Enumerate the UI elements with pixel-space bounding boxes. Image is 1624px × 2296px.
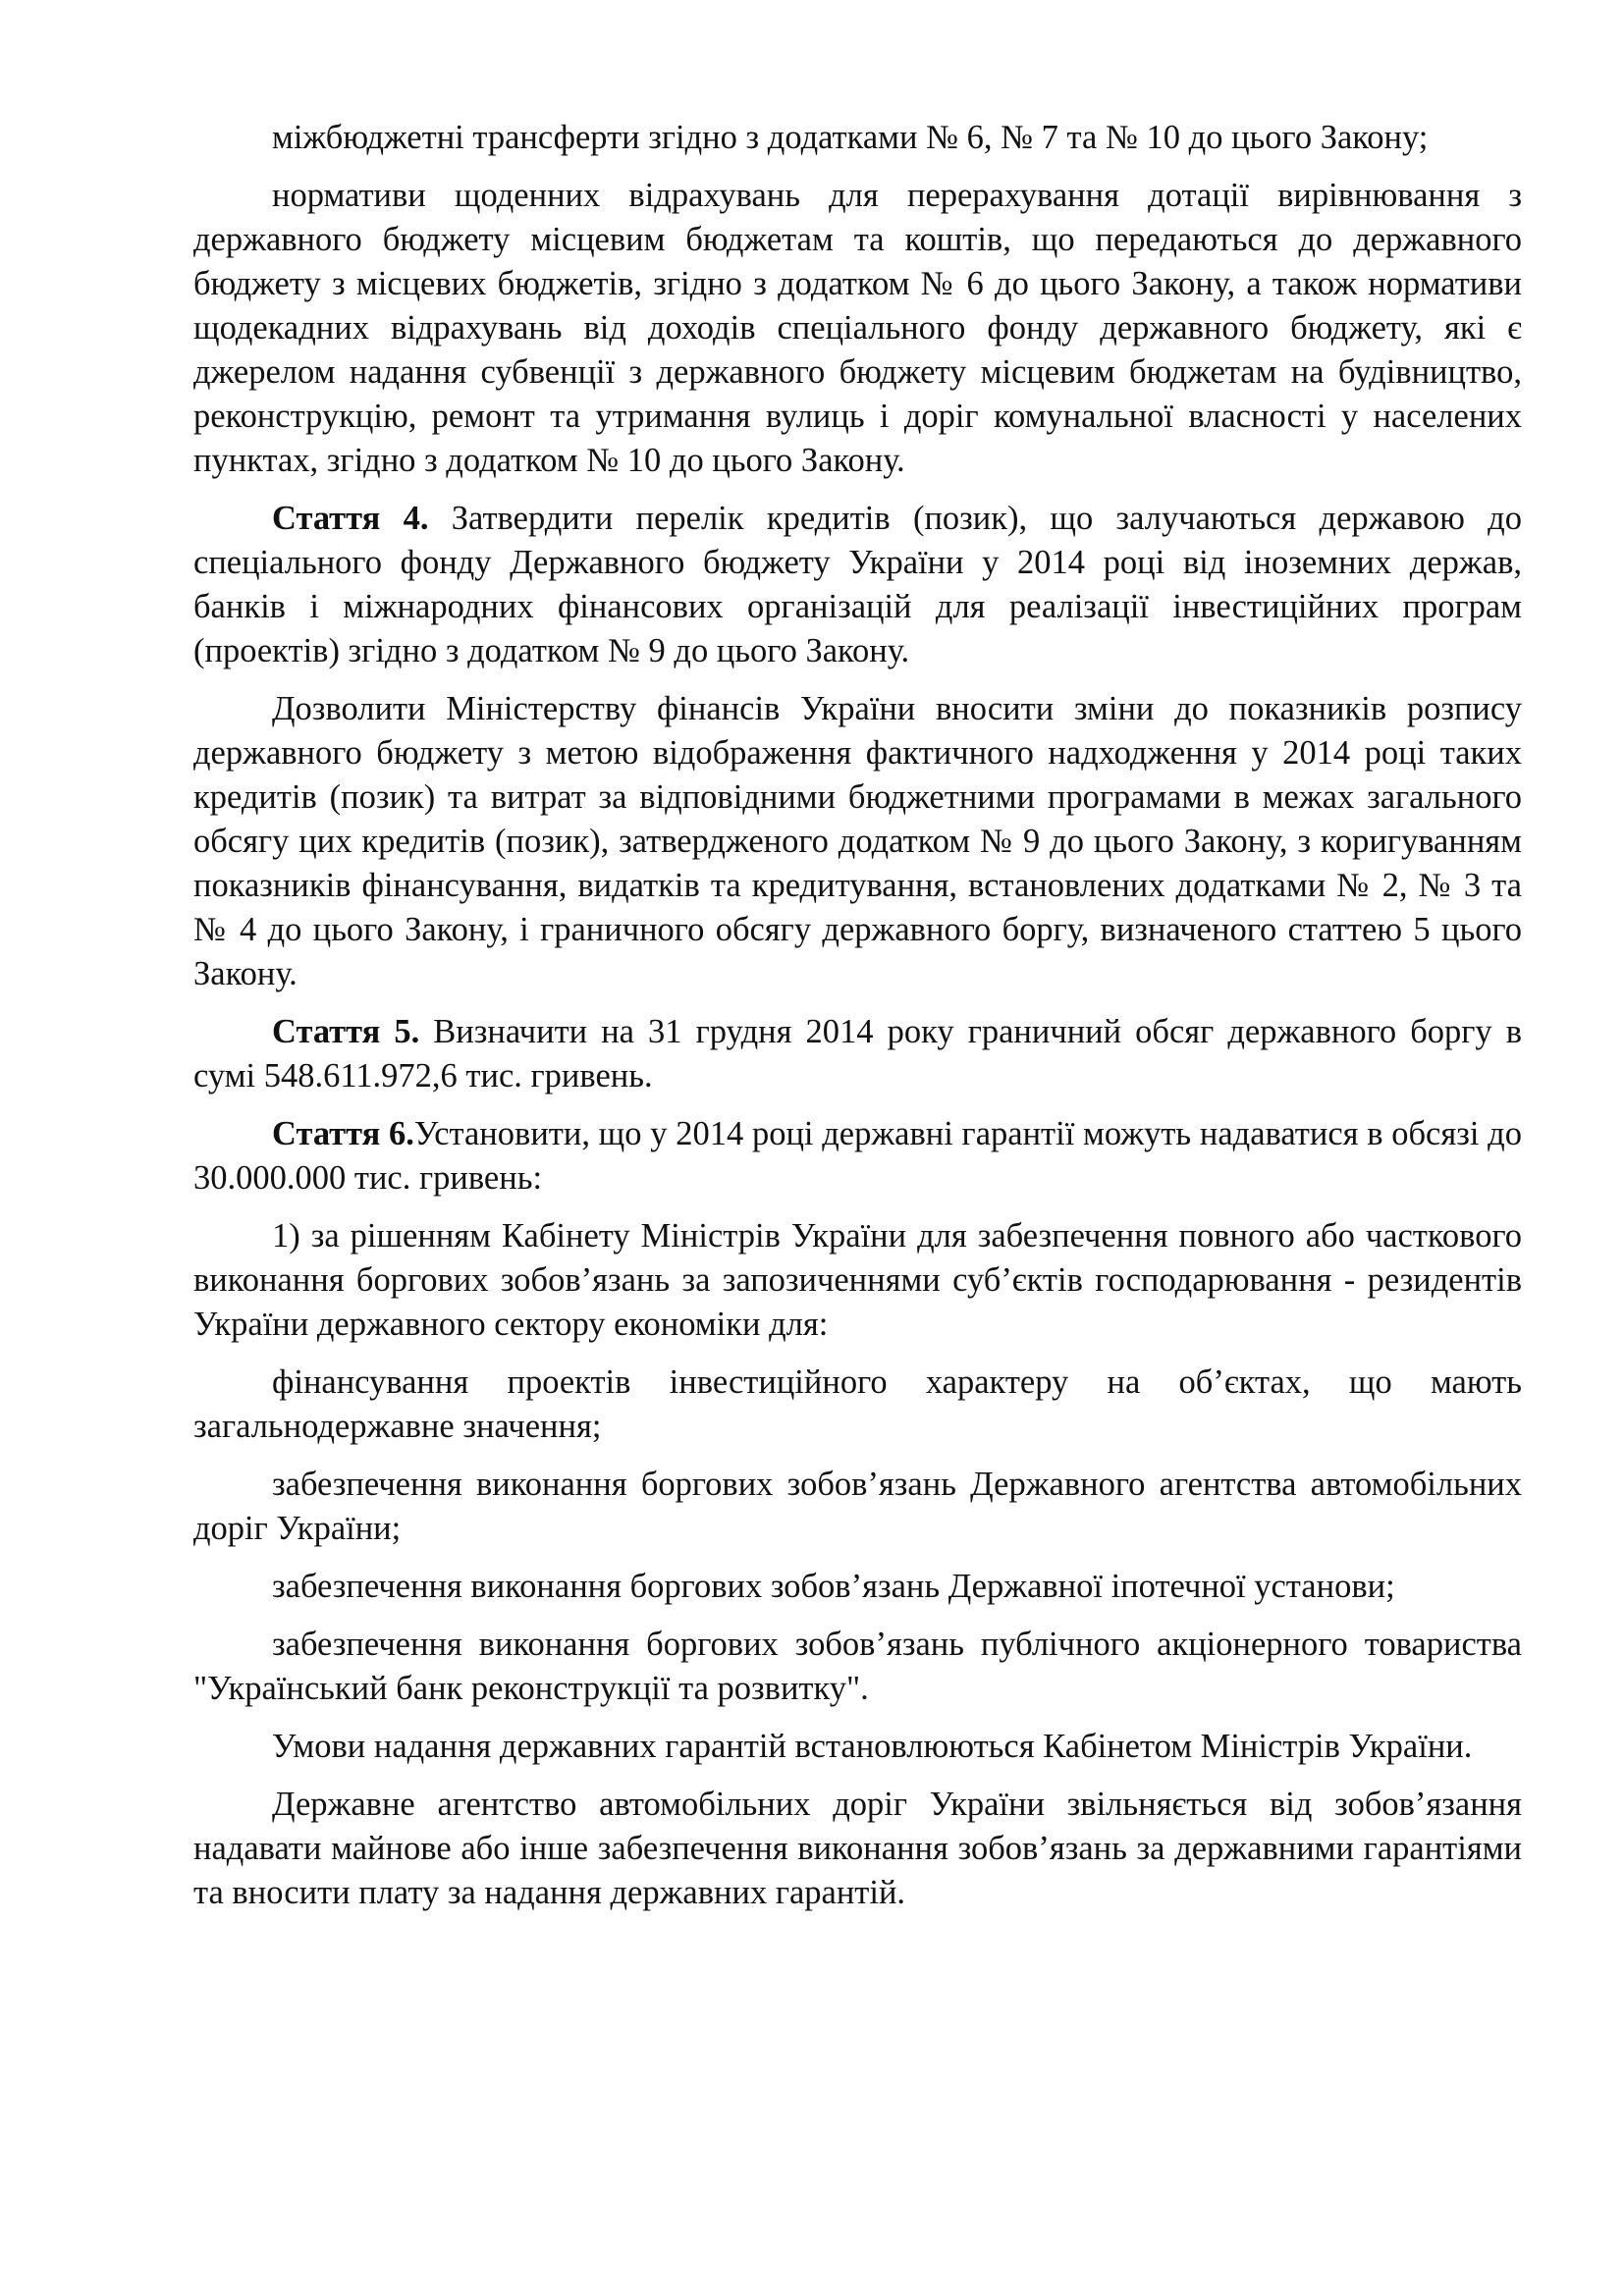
paragraph-article-5 [193, 1010, 1522, 1098]
paragraph-guarantee-conditions: Умови надання державних гарантій встановлюються Кабінетом Міністрів України. [272, 1728, 1473, 1765]
document-page [193, 116, 1522, 1929]
paragraph-article-4 [193, 497, 1522, 673]
paragraph-cabinet-decision: 1) за рішенням Кабінету Міністрів України для забезпечення повного або часткового виконання боргових зобов’язань за запозиченнями суб’єктів господарювання - резидентів України державного сектору економіки для: [193, 1217, 1522, 1343]
article-5-text: Визначити на 31 грудня 2014 року граничний обсяг державного боргу в сумі 548.611.972,6 тис. гривень. [193, 1013, 1523, 1095]
paragraph-ukrainian-bank: забезпечення виконання боргових зобов’язань публічного акціонерного товариства "Український банк реконструкції та розвитку". [193, 1626, 1522, 1707]
paragraph-investment-projects: фінансування проектів інвестиційного характеру на об’єктах, що мають загальнодержавне значення; [193, 1363, 1522, 1445]
article-5-title: Стаття 5. [272, 1013, 420, 1050]
paragraph-ministry-permission: Дозволити Міністерству фінансів України вносити зміни до показників розпису державного бюджету з метою відображення фактичного надходження у 2014 році таких кредитів (позик) та витрат за відповідними бюджетними програмами в межах загального обсягу цих кредитів (позик), затвердженого додатком № 9 до цього Закону, з коригуванням показників фінансування, видатків та кредитування, встановлених додатками № 2, № 3 та № 4 до цього Закону, і граничного обсягу державного боргу, визначеного статтею 5 цього Закону. [193, 690, 1522, 992]
paragraph-roads-agency-exemption: Державне агентство автомобільних доріг України звільняється від зобов’язання надавати майнове або інше забезпечення виконання зобов’язань за державними гарантіями та вносити плату за надання державних гарантій. [193, 1786, 1522, 1911]
article-6-text: Установити, що у 2014 році державні гарантії можуть надаватися в обсязі до 30.000.000 тис. гривень: [193, 1115, 1522, 1197]
article-4-text: Затвердити перелік кредитів (позик), що залучаються державою до спеціального фонду Державного бюджету України у 2014 році від іноземних держав, банків і міжнародних фінансових організацій для реалізації інвестиційних програм (проектів) згідно з додатком № 9 до цього Закону. [193, 500, 1522, 669]
paragraph-mortgage-institution: забезпечення виконання боргових зобов’язань Державної іпотечної установи; [272, 1568, 1395, 1605]
paragraph-deduction-norms: нормативи щоденних відрахувань для перерахування дотації вирівнювання з державного бюджету місцевим бюджетам та коштів, що передаються до державного бюджету з місцевих бюджетів, згідно з додатком № 6 до цього Закону, а також нормативи щодекадних відрахувань від доходів спеціального фонду державного бюджету, які є джерелом надання субвенції з державного бюджету місцевим бюджетам на будівництво, реконструкцію, ремонт та утримання вулиць і доріг комунальної власності у населених пунктах, згідно з додатком № 10 до цього Закону. [193, 177, 1522, 479]
article-4-title: Стаття 4. [272, 500, 429, 537]
paragraph-article-6 [193, 1112, 1522, 1201]
paragraph-roads-agency: забезпечення виконання боргових зобов’язань Державного агентства автомобільних доріг України; [193, 1466, 1522, 1547]
article-6-title: Стаття 6. [272, 1115, 414, 1152]
paragraph-transfers: міжбюджетні трансферти згідно з додатками № 6, № 7 та № 10 до цього Закону; [272, 119, 1429, 156]
